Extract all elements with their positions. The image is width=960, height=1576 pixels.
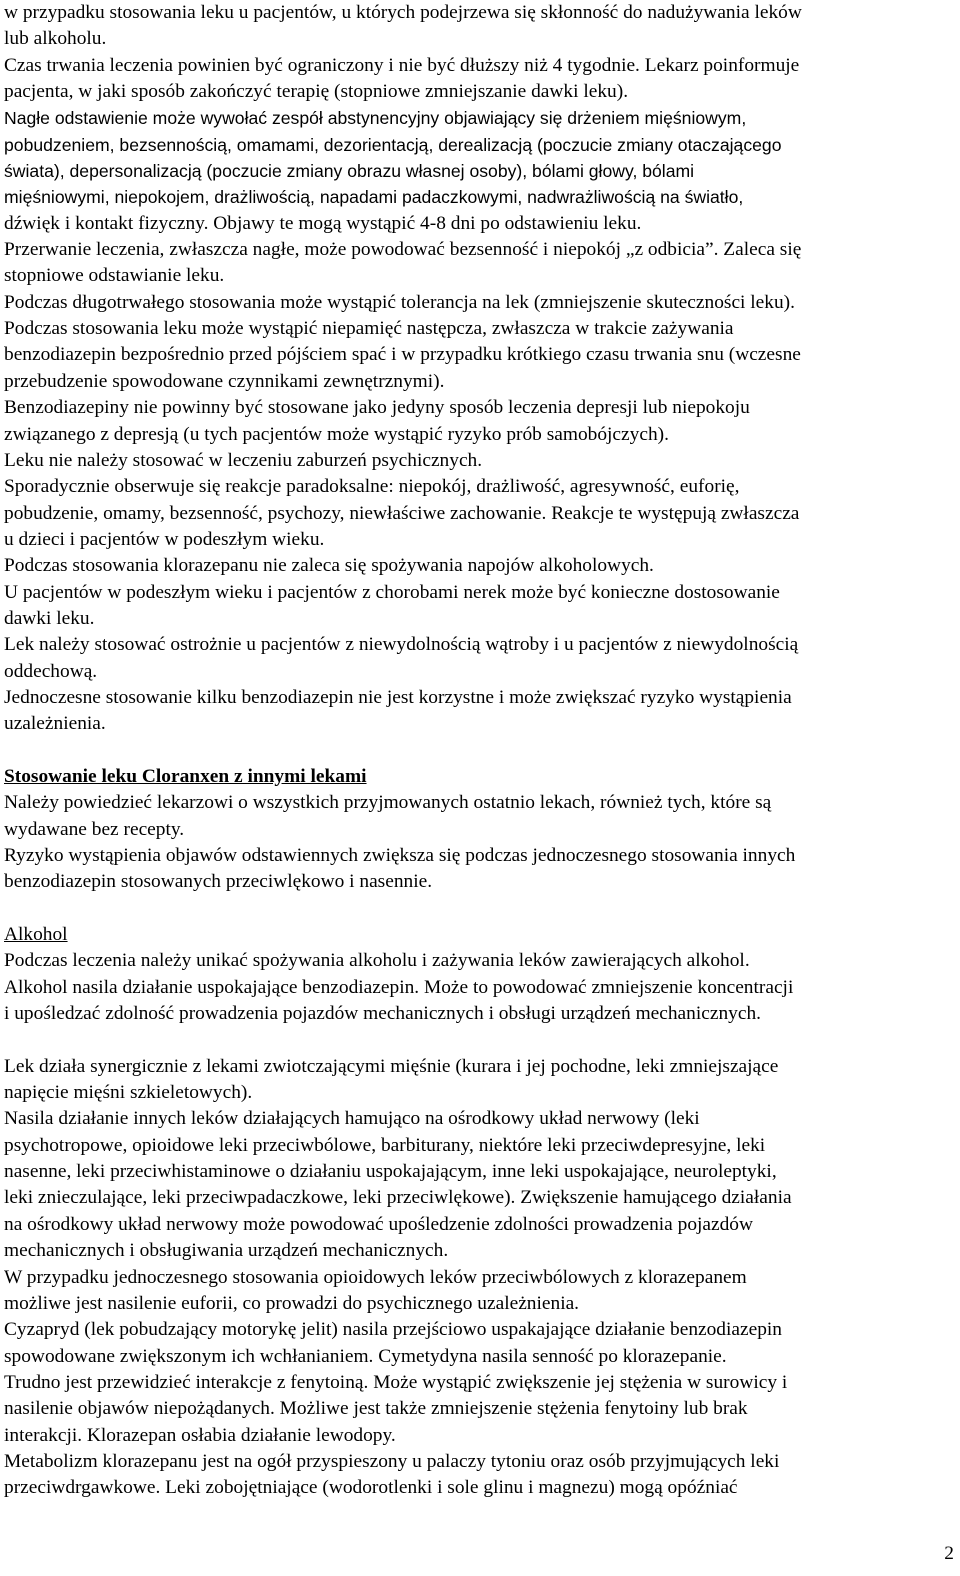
text-line: Lek należy stosować ostrożnie u pacjentów z niewydolnością wątroby i u pacjentów z niewydolnością xyxy=(4,634,799,656)
text-line: Trudno jest przewidzieć interakcje z fenytoiną. Może wystąpić zwiększenie jej stężenia w surowicy i xyxy=(4,1371,788,1393)
text-line: lub alkoholu. xyxy=(4,28,107,50)
text-line: na ośrodkowy układ nerwowy może powodować upośledzenie zdolności prowadzenia pojazdów xyxy=(4,1213,754,1235)
text-line: spowodowane zwiększonym ich wchłanianiem. Cymetydyna nasila senność po klorazepanie. xyxy=(4,1345,727,1367)
text-line: związanego z depresją (u tych pacjentów może wystąpić ryzyko prób samobójczych). xyxy=(4,423,669,445)
text-line: i upośledzać zdolność prowadzenia pojazdów mechanicznych i obsługi urządzeń mechanicznych. xyxy=(4,1003,762,1025)
text-line: Podczas długotrwałego stosowania może wystąpić tolerancja na lek (zmniejszenie skuteczności leku). xyxy=(4,291,795,313)
paragraph-gap xyxy=(4,896,956,922)
document-page xyxy=(4,0,956,1502)
section-heading-alcohol: Alkohol xyxy=(4,924,68,946)
text-line: Nasila działanie innych leków działających hamująco na ośrodkowy układ nerwowy (leki xyxy=(4,1108,700,1130)
other-interactions-section xyxy=(4,1054,956,1502)
text-line: Nagłe odstawienie może wywołać zespół abstynencyjny objawiający się drżeniem mięśniowym, xyxy=(4,108,747,129)
text-line: benzodiazepin bezpośrednio przed pójściem spać i w przypadku krótkiego czasu trwania snu (wczesne xyxy=(4,344,801,366)
intro-section xyxy=(4,0,956,738)
text-line: Leku nie należy stosować w leczeniu zaburzeń psychicznych. xyxy=(4,449,483,471)
text-line: dźwięk i kontakt fizyczny. Objawy te mogą wystąpić 4-8 dni po odstawieniu leku. xyxy=(4,212,642,234)
text-line: napięcie mięśni szkieletowych). xyxy=(4,1082,253,1104)
text-line: Podczas stosowania klorazepanu nie zaleca się spożywania napojów alkoholowych. xyxy=(4,555,654,577)
alcohol-section xyxy=(4,922,956,1027)
paragraph-gap xyxy=(4,1027,956,1053)
text-line: Podczas leczenia należy unikać spożywania alkoholu i zażywania leków zawierających alkohol. xyxy=(4,950,750,972)
text-line: Czas trwania leczenia powinien być ograniczony i nie być dłuższy niż 4 tygodnie. Lekarz poinformuje xyxy=(4,54,800,76)
text-line: stopniowe odstawianie leku. xyxy=(4,265,225,287)
text-line: Sporadycznie obserwuje się reakcje paradoksalne: niepokój, drażliwość, agresywność, euforię, xyxy=(4,476,740,498)
text-line: oddechową. xyxy=(4,660,98,682)
text-line: mechanicznych i obsługiwania urządzeń mechanicznych. xyxy=(4,1240,449,1262)
text-line: możliwe jest nasilenie euforii, co prowadzi do psychicznego uzależnienia. xyxy=(4,1292,580,1314)
page-number: 2 xyxy=(944,1543,954,1564)
text-line: Jednoczesne stosowanie kilku benzodiazepin nie jest korzystne i może zwiększać ryzyko wystąpienia xyxy=(4,686,792,708)
text-line: przeciwdrgawkowe. Leki zobojętniające (wodorotlenki i sole glinu i magnezu) mogą opóźniać xyxy=(4,1477,738,1499)
text-line: pacjenta, w jaki sposób zakończyć terapię (stopniowe zmniejszanie dawki leku). xyxy=(4,81,629,103)
text-line: pobudzeniem, bezsennością, omamami, dezorientacją, derealizacją (poczucie zmiany otaczającego xyxy=(4,134,782,155)
text-line: dawki leku. xyxy=(4,607,95,629)
text-line: psychotropowe, opioidowe leki przeciwbólowe, barbiturany, niektóre leki przeciwdepresyjne, leki xyxy=(4,1134,766,1156)
interactions-section xyxy=(4,764,956,896)
text-line: u dzieci i pacjentów w podeszłym wieku. xyxy=(4,528,325,550)
text-line: W przypadku jednoczesnego stosowania opioidowych leków przeciwbólowych z klorazepanem xyxy=(4,1266,747,1288)
text-line: Lek działa synergicznie z lekami zwiotczającymi mięśnie (kurara i jej pochodne, leki zmniejszające xyxy=(4,1055,779,1077)
section-heading-interactions: Stosowanie leku Cloranxen z innymi lekami xyxy=(4,765,367,787)
text-line: nasilenie objawów niepożądanych. Możliwe jest także zmniejszenie stężenia fenytoiny lub brak xyxy=(4,1398,748,1420)
text-line: w przypadku stosowania leku u pacjentów, u których podejrzewa się skłonność do nadużywania leków xyxy=(4,2,802,23)
text-line: nasenne, leki przeciwhistaminowe o działaniu uspokajającym, inne leki uspokajające, neuroleptyki, xyxy=(4,1161,777,1183)
text-line: mięśniowymi, niepokojem, drażliwością, napadami padaczkowymi, nadwrażliwością na światło, xyxy=(4,187,744,208)
text-line: Cyzapryd (lek pobudzający motorykę jelit) nasila przejściowo uspakajające działanie benzodiazepin xyxy=(4,1319,782,1341)
text-line: Alkohol nasila działanie uspokajające benzodiazepin. Może to powodować zmniejszenie koncentracji xyxy=(4,976,794,998)
text-line: Podczas stosowania leku może wystąpić niepamięć następcza, zwłaszcza w trakcie zażywania xyxy=(4,318,734,340)
text-line: Należy powiedzieć lekarzowi o wszystkich przyjmowanych ostatnio lekach, również tych, które są xyxy=(4,792,772,814)
text-line: Metabolizm klorazepanu jest na ogół przyspieszony u palaczy tytoniu oraz osób przyjmujących leki xyxy=(4,1450,780,1472)
text-line: uzależnienia. xyxy=(4,713,106,735)
text-line: Ryzyko wystąpienia objawów odstawiennych zwiększa się podczas jednoczesnego stosowania innych xyxy=(4,845,796,866)
text-line: Przerwanie leczenia, zwłaszcza nagłe, może powodować bezsenność i niepokój „z odbicia”. Zaleca się xyxy=(4,239,802,261)
text-line: wydawane bez recepty. xyxy=(4,818,185,840)
text-line: interakcji. Klorazepan osłabia działanie lewodopy. xyxy=(4,1424,396,1446)
text-line: leki znieczulające, leki przeciwpadaczkowe, leki przeciwlękowe). Zwiększenie hamującego działania xyxy=(4,1187,792,1209)
text-line: U pacjentów w podeszłym wieku i pacjentów z chorobami nerek może być konieczne dostosowanie xyxy=(4,581,780,603)
text-line: świata), depersonalizacją (poczucie zmiany obrazu własnej osoby), bólami głowy, bólami xyxy=(4,161,695,182)
paragraph-gap xyxy=(4,738,956,764)
text-line: pobudzenie, omamy, bezsenność, psychozy, niewłaściwe zachowanie. Reakcje te występują zwłaszcza xyxy=(4,502,800,524)
text-line: benzodiazepin stosowanych przeciwlękowo i nasennie. xyxy=(4,871,433,893)
text-line: Benzodiazepiny nie powinny być stosowane jako jedyny sposób leczenia depresji lub niepokoju xyxy=(4,397,750,419)
text-line: przebudzenie spowodowane czynnikami zewnętrznymi). xyxy=(4,370,445,392)
